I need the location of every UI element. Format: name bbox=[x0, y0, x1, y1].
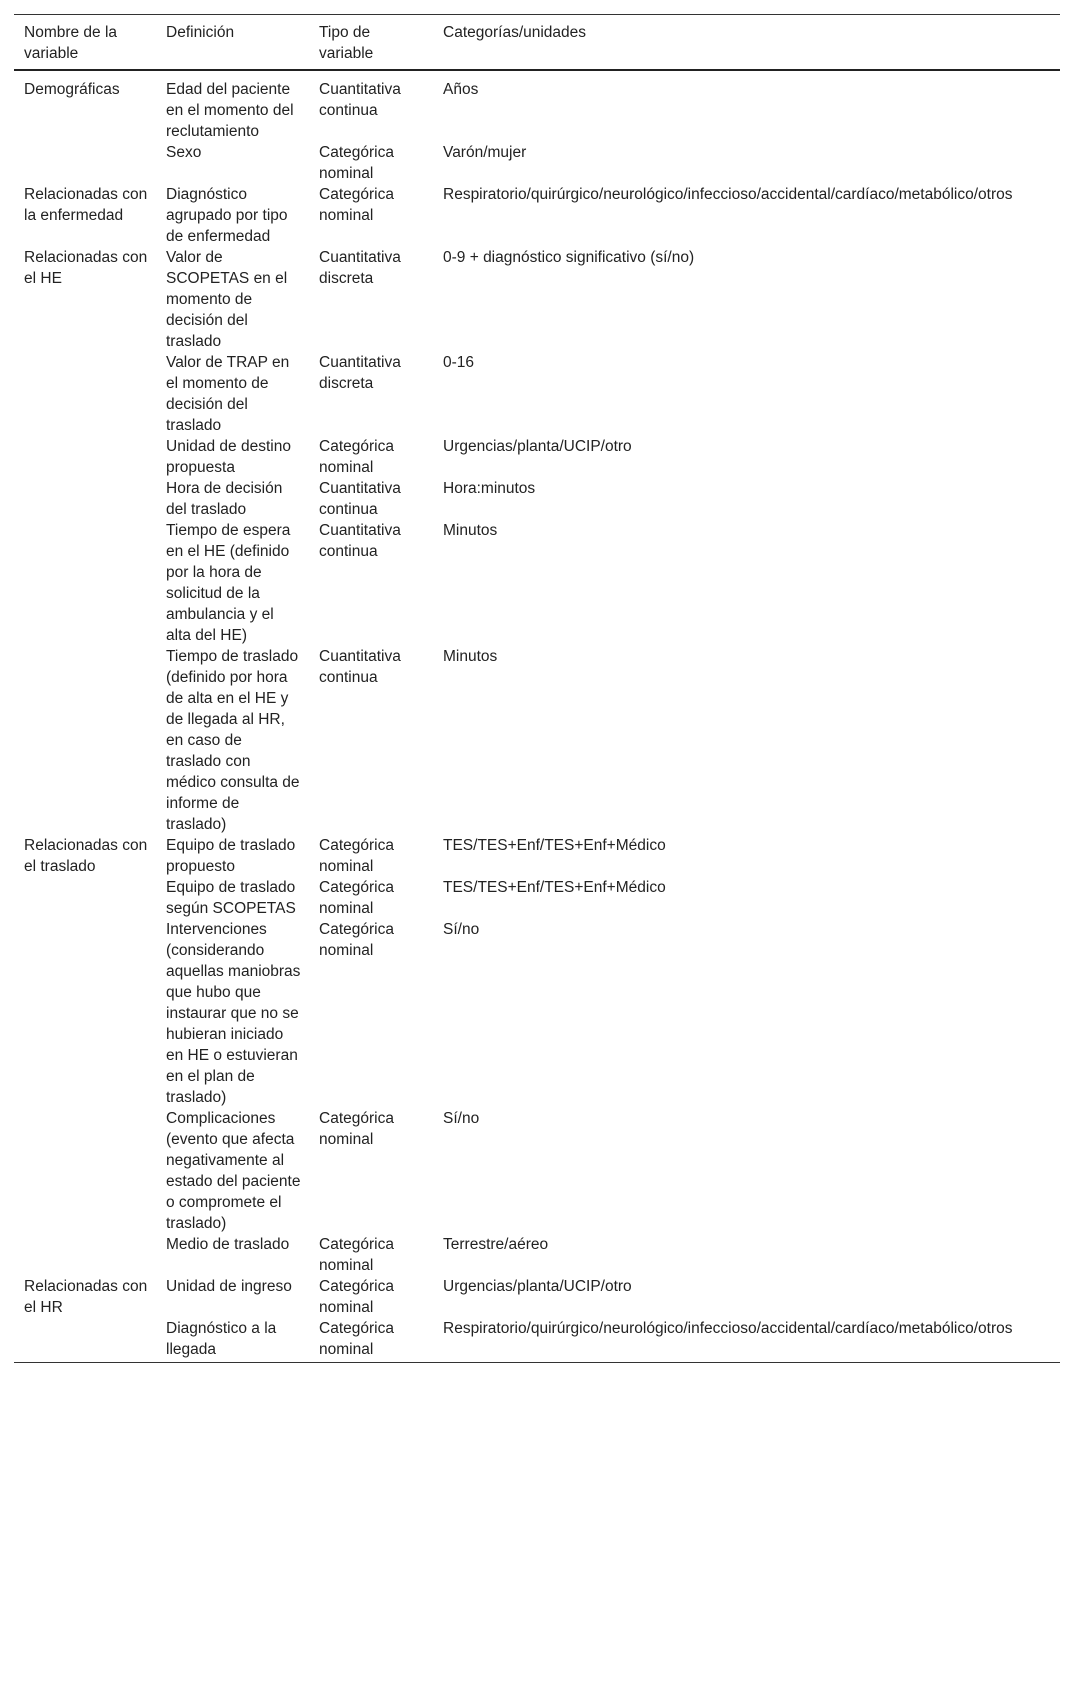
table-row bbox=[14, 247, 1060, 352]
table-row bbox=[14, 70, 1060, 142]
cell-definition: Hora de decisión del traslado bbox=[166, 480, 283, 518]
cell-categories: Respiratorio/quirúrgico/neurológico/infeccioso/accidental/cardíaco/metabólico/otros bbox=[443, 1320, 1013, 1337]
table-row bbox=[14, 1318, 1060, 1363]
cell-definition: Unidad de ingreso bbox=[166, 1278, 292, 1295]
cell-variable-group: Relacionadas con el traslado bbox=[24, 837, 148, 875]
cell-categories: Años bbox=[443, 81, 479, 98]
cell-definition: Tiempo de espera en el HE (definido por la hora de solicitud de la ambulancia y el alta del HE) bbox=[166, 522, 291, 644]
table-row bbox=[14, 1234, 1060, 1276]
cell-variable-group bbox=[14, 520, 156, 646]
cell-variable-group bbox=[14, 142, 156, 184]
cell-variable-group bbox=[14, 646, 156, 835]
cell-variable-type: Categórica nominal bbox=[319, 144, 394, 182]
cell-variable-group bbox=[14, 436, 156, 478]
table-row bbox=[14, 1108, 1060, 1234]
cell-categories: Urgencias/planta/UCIP/otro bbox=[443, 1278, 632, 1295]
table-row bbox=[14, 646, 1060, 835]
table-row bbox=[14, 877, 1060, 919]
cell-variable-type: Cuantitativa continua bbox=[319, 480, 401, 518]
cell-variable-type: Categórica nominal bbox=[319, 438, 394, 476]
cell-definition: Complicaciones (evento que afecta negativamente al estado del paciente o compromete el traslado) bbox=[166, 1110, 301, 1232]
cell-definition: Medio de traslado bbox=[166, 1236, 290, 1253]
cell-variable-type: Categórica nominal bbox=[319, 837, 394, 875]
cell-variable-type: Categórica nominal bbox=[319, 921, 394, 959]
table-body bbox=[14, 70, 1060, 1363]
cell-categories: Terrestre/aéreo bbox=[443, 1236, 549, 1253]
cell-variable-group bbox=[14, 478, 156, 520]
cell-categories: 0-9 + diagnóstico significativo (sí/no) bbox=[443, 249, 695, 266]
cell-categories: Hora:minutos bbox=[443, 480, 536, 497]
header-row bbox=[14, 15, 1060, 71]
table-row bbox=[14, 478, 1060, 520]
cell-definition: Equipo de traslado según SCOPETAS bbox=[166, 879, 296, 917]
table-row bbox=[14, 835, 1060, 877]
cell-variable-group bbox=[14, 352, 156, 436]
table-row bbox=[14, 1276, 1060, 1318]
variables-table bbox=[14, 14, 1060, 1363]
cell-categories: TES/TES+Enf/TES+Enf+Médico bbox=[443, 837, 666, 854]
cell-categories: TES/TES+Enf/TES+Enf+Médico bbox=[443, 879, 666, 896]
cell-definition: Equipo de traslado propuesto bbox=[166, 837, 296, 875]
table-row bbox=[14, 520, 1060, 646]
table-row bbox=[14, 919, 1060, 1108]
cell-categories: Urgencias/planta/UCIP/otro bbox=[443, 438, 632, 455]
cell-categories: Minutos bbox=[443, 648, 498, 665]
table-header bbox=[14, 15, 1060, 71]
cell-definition: Diagnóstico a la llegada bbox=[166, 1320, 277, 1358]
cell-variable-group bbox=[14, 1318, 156, 1363]
cell-definition: Valor de SCOPETAS en el momento de decisión del traslado bbox=[166, 249, 288, 350]
cell-variable-type: Cuantitativa continua bbox=[319, 648, 401, 686]
cell-variable-type: Categórica nominal bbox=[319, 1278, 394, 1316]
cell-variable-type: Cuantitativa discreta bbox=[319, 354, 401, 392]
cell-definition: Valor de TRAP en el momento de decisión del traslado bbox=[166, 354, 290, 434]
header-categories-units: Categorías/unidades bbox=[443, 24, 587, 41]
cell-variable-group bbox=[14, 1108, 156, 1234]
cell-variable-group bbox=[14, 919, 156, 1108]
cell-categories: Varón/mujer bbox=[443, 144, 527, 161]
cell-variable-group: Relacionadas con la enfermedad bbox=[24, 186, 148, 224]
table-row bbox=[14, 352, 1060, 436]
cell-variable-type: Cuantitativa continua bbox=[319, 522, 401, 560]
cell-variable-type: Cuantitativa discreta bbox=[319, 249, 401, 287]
cell-variable-type: Categórica nominal bbox=[319, 1236, 394, 1274]
cell-variable-type: Categórica nominal bbox=[319, 186, 394, 224]
cell-categories: 0-16 bbox=[443, 354, 475, 371]
cell-definition: Intervenciones (considerando aquellas maniobras que hubo que instaurar que no se hubieran iniciado en HE o estuvieran en el plan de traslado) bbox=[166, 921, 301, 1106]
cell-categories: Respiratorio/quirúrgico/neurológico/infeccioso/accidental/cardíaco/metabólico/otros bbox=[443, 186, 1013, 203]
cell-definition: Tiempo de traslado (definido por hora de alta en el HE y de llegada al HR, en caso de traslado con médico consulta de informe de traslado) bbox=[166, 648, 300, 833]
cell-variable-type: Categórica nominal bbox=[319, 879, 394, 917]
header-variable-name: Nombre de la variable bbox=[24, 24, 118, 62]
cell-variable-type: Categórica nominal bbox=[319, 1320, 394, 1358]
cell-variable-group bbox=[14, 1234, 156, 1276]
cell-variable-group: Relacionadas con el HE bbox=[24, 249, 148, 287]
cell-definition: Edad del paciente en el momento del reclutamiento bbox=[166, 81, 294, 140]
cell-categories: Minutos bbox=[443, 522, 498, 539]
cell-definition: Sexo bbox=[166, 144, 202, 161]
cell-variable-group bbox=[14, 877, 156, 919]
cell-categories: Sí/no bbox=[443, 1110, 480, 1127]
header-variable-type: Tipo de variable bbox=[319, 24, 374, 62]
table-row bbox=[14, 142, 1060, 184]
cell-definition: Diagnóstico agrupado por tipo de enfermedad bbox=[166, 186, 288, 245]
cell-variable-type: Cuantitativa continua bbox=[319, 81, 401, 119]
cell-definition: Unidad de destino propuesta bbox=[166, 438, 291, 476]
cell-variable-group: Demográficas bbox=[24, 81, 120, 98]
cell-variable-type: Categórica nominal bbox=[319, 1110, 394, 1148]
table-row bbox=[14, 436, 1060, 478]
cell-categories: Sí/no bbox=[443, 921, 480, 938]
table-row bbox=[14, 184, 1060, 247]
cell-variable-group: Relacionadas con el HR bbox=[24, 1278, 148, 1316]
header-definition: Definición bbox=[166, 24, 235, 41]
